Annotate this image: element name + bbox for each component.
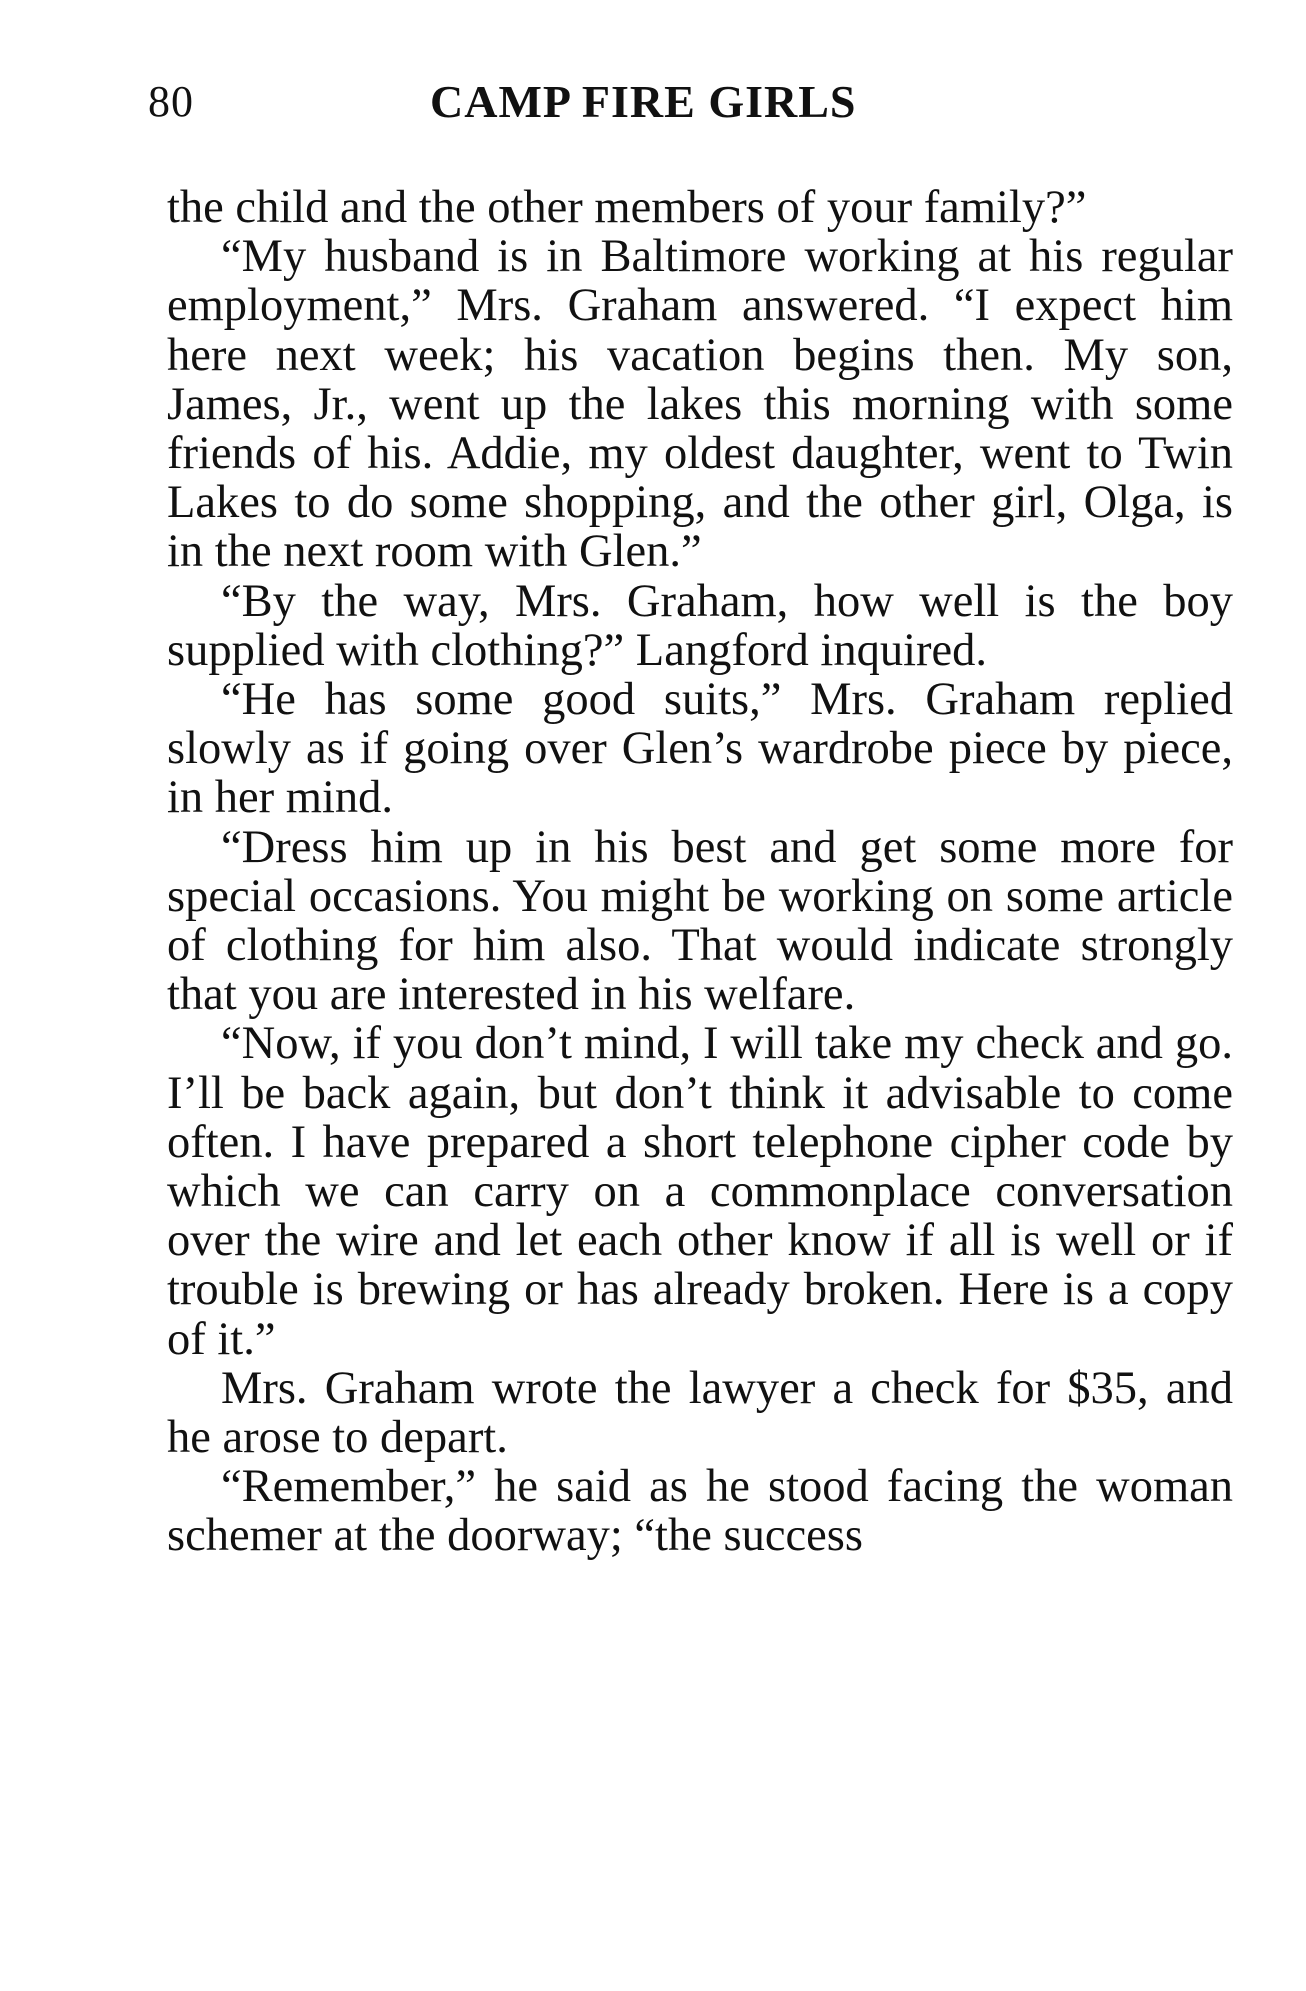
paragraph: “Now, if you don’t mind, I will take my check and go. I’ll be back again, but don’t think it advisable to come often. I have prepared a short telephone cipher code by which we can carry on a commonplace conversation over the wire and let each other know if all is well or if trouble is brewing or has already broken. Here is a copy of it.” [167,1018,1233,1365]
paragraph: “Dress him up in his best and get some more for special occasions. You might be working on some article of clothing for him also. That would indicate strongly that you are interested in his welfare. [167,821,1233,1021]
paragraph: Mrs. Graham wrote the lawyer a check for $35, and he arose to depart. [167,1362,1233,1464]
page-header [148,72,1238,132]
paragraph: “He has some good suits,” Mrs. Graham replied slowly as if going over Glen’s wardrobe piece by piece, in her mind. [167,674,1233,824]
paragraph: “My husband is in Baltimore working at his regular employment,” Mrs. Graham answered. “I expect him here next week; his vacation begins then. My son, James, Jr., went up the lakes this morning with some friends of his. Addie, my oldest daughter, went to Twin Lakes to do some shopping, and the other girl, Olga, is in the next room with Glen.” [167,231,1233,578]
paragraph-continued: the child and the other members of your family?” [167,182,1087,233]
body-text [167,183,1233,1561]
page-number: 80 [148,77,194,126]
paragraph: “By the way, Mrs. Graham, how well is the boy supplied with clothing?” Langford inquired. [167,575,1233,676]
paragraph: “Remember,” he said as he stood facing the woman schemer at the doorway; “the success [167,1461,1233,1562]
running-head: CAMP FIRE GIRLS [430,76,857,127]
